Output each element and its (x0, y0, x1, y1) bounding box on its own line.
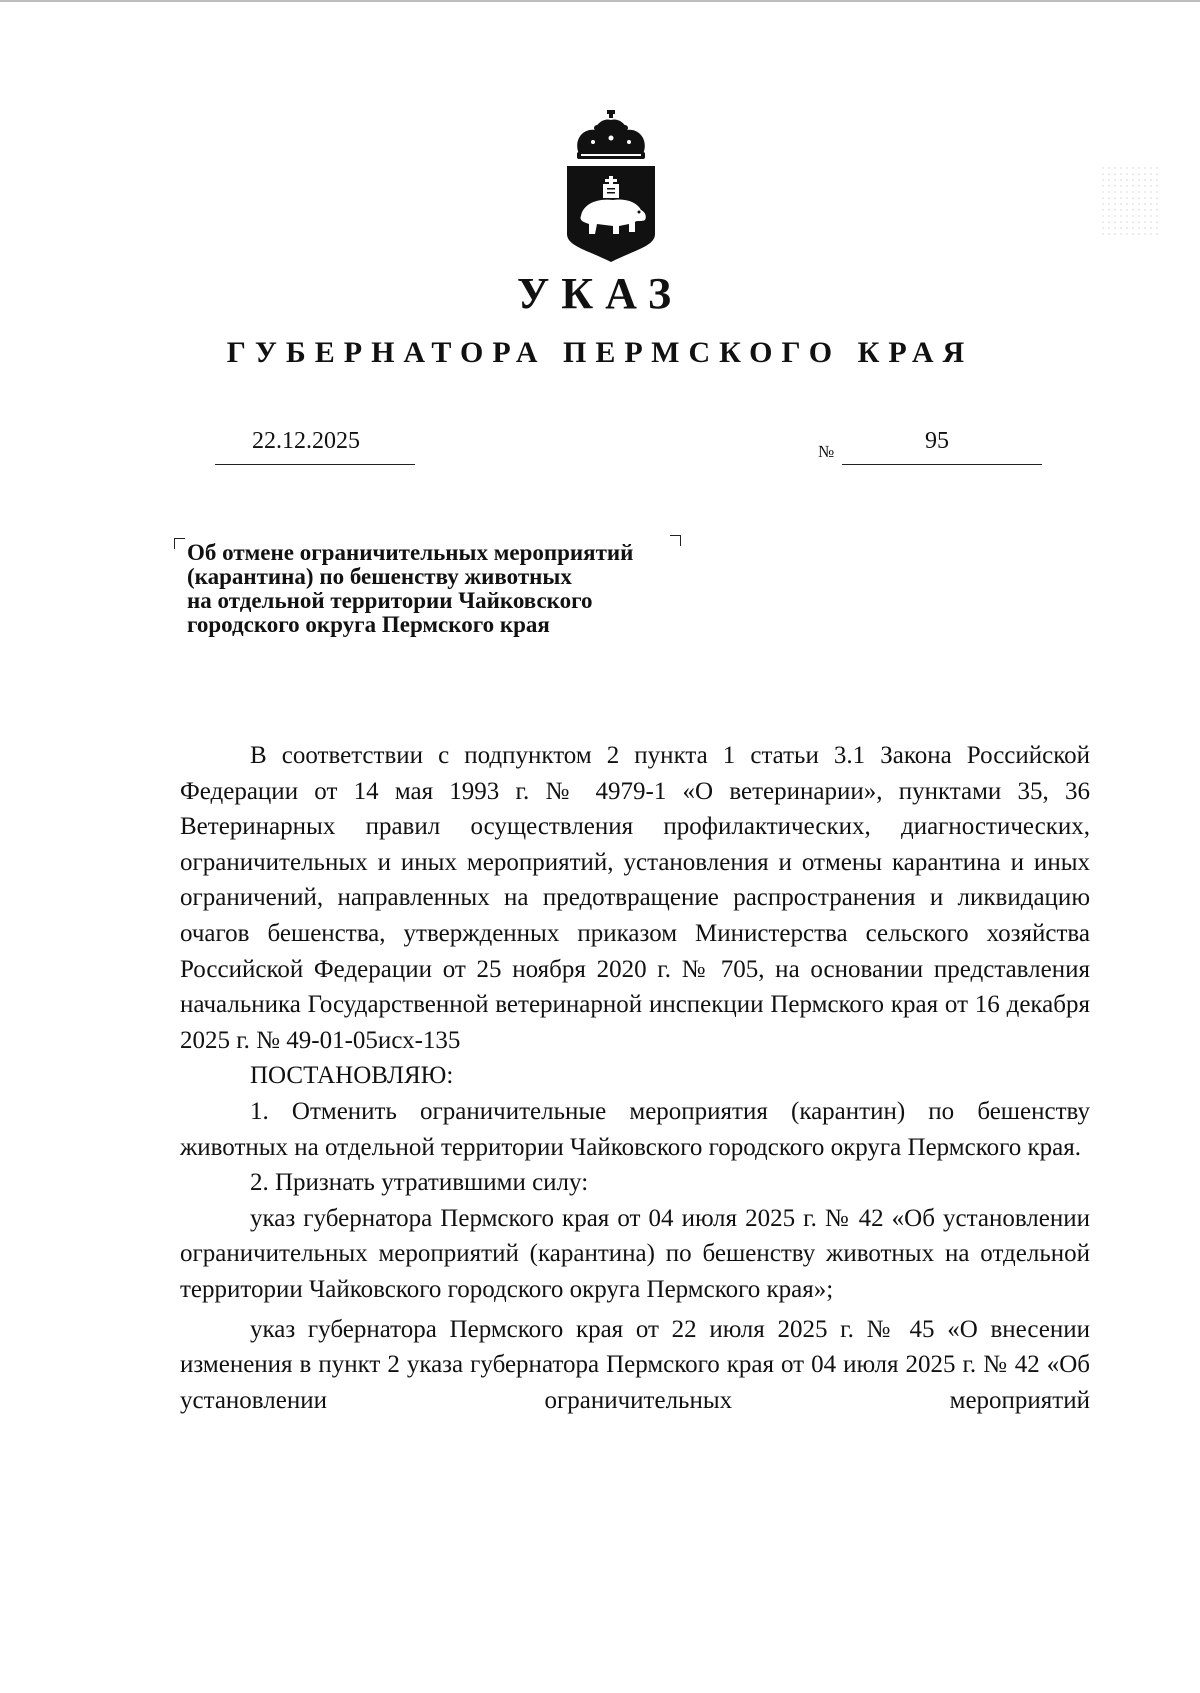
item-2a-paragraph: указ губернатора Пермского края от 04 июля 2025 г. № 42 «Об установлении ограничительных мероприятий (карантина) по бешенству животных на отдельной территории Чайковского городского округа Пермского края»; (180, 1204, 1090, 1303)
heading-line: на отдельной территории Чайковского (187, 588, 593, 613)
number-sign: № (818, 442, 835, 461)
item-2-paragraph: 2. Признать утратившими силу: (250, 1169, 589, 1197)
heading-line: (карантина) по бешенству животных (187, 564, 572, 589)
document-body (180, 738, 1090, 1418)
document-subtitle: ГУБЕРНАТОРА ПЕРМСКОГО КРАЯ (226, 336, 974, 369)
preamble-paragraph: В соответствии с подпунктом 2 пункта 1 статьи 3.1 Закона Российской Федерации от 14 мая 1993 г. № 4979-1 «О ветеринарии», пунктами 35, 36 Ветеринарных правил осуществления профилактических, диагностических, ограничительных и иных мероприятий, установления и отмены карантина и иных ограничений, направленных на предотвращение распространения и ликвидацию очагов бешенства, утвержденных приказом Министерства сельского хозяйства Российской Федерации от 25 ноября 2020 г. № 705, на основании представления начальника Государственной ветеринарной инспекции Пермского края от 16 декабря 2025 г. № 49-01-05исх-135 (180, 742, 1090, 1054)
document-date: 22.12.2025 (252, 428, 360, 454)
document-heading (187, 541, 633, 637)
heading-bracket-right (670, 535, 681, 546)
item-1-paragraph: 1. Отменить ограничительные мероприятия (карантин) по бешенству животных на отдельной территории Чайковского городского округа Пермского края. (180, 1097, 1090, 1161)
scan-edge (0, 0, 1200, 2)
decree-word: ПОСТАНОВЛЯЮ: (250, 1062, 454, 1090)
document-title: УКАЗ (516, 269, 684, 318)
document-number: 95 (925, 428, 949, 454)
scan-noise (1100, 165, 1160, 235)
heading-bracket-left (174, 538, 185, 549)
perm-krai-coat-of-arms-icon (563, 110, 659, 262)
heading-line: городского округа Пермского края (187, 612, 550, 637)
heading-line: Об отмене ограничительных мероприятий (187, 540, 634, 565)
item-2b-paragraph: указ губернатора Пермского края от 22 июля 2025 г. № 45 «О внесении изменения в пункт 2 указа губернатора Пермского края от 04 июля 2025 г. № 42 «Об установлении ограничительных мероприятий (180, 1315, 1090, 1414)
